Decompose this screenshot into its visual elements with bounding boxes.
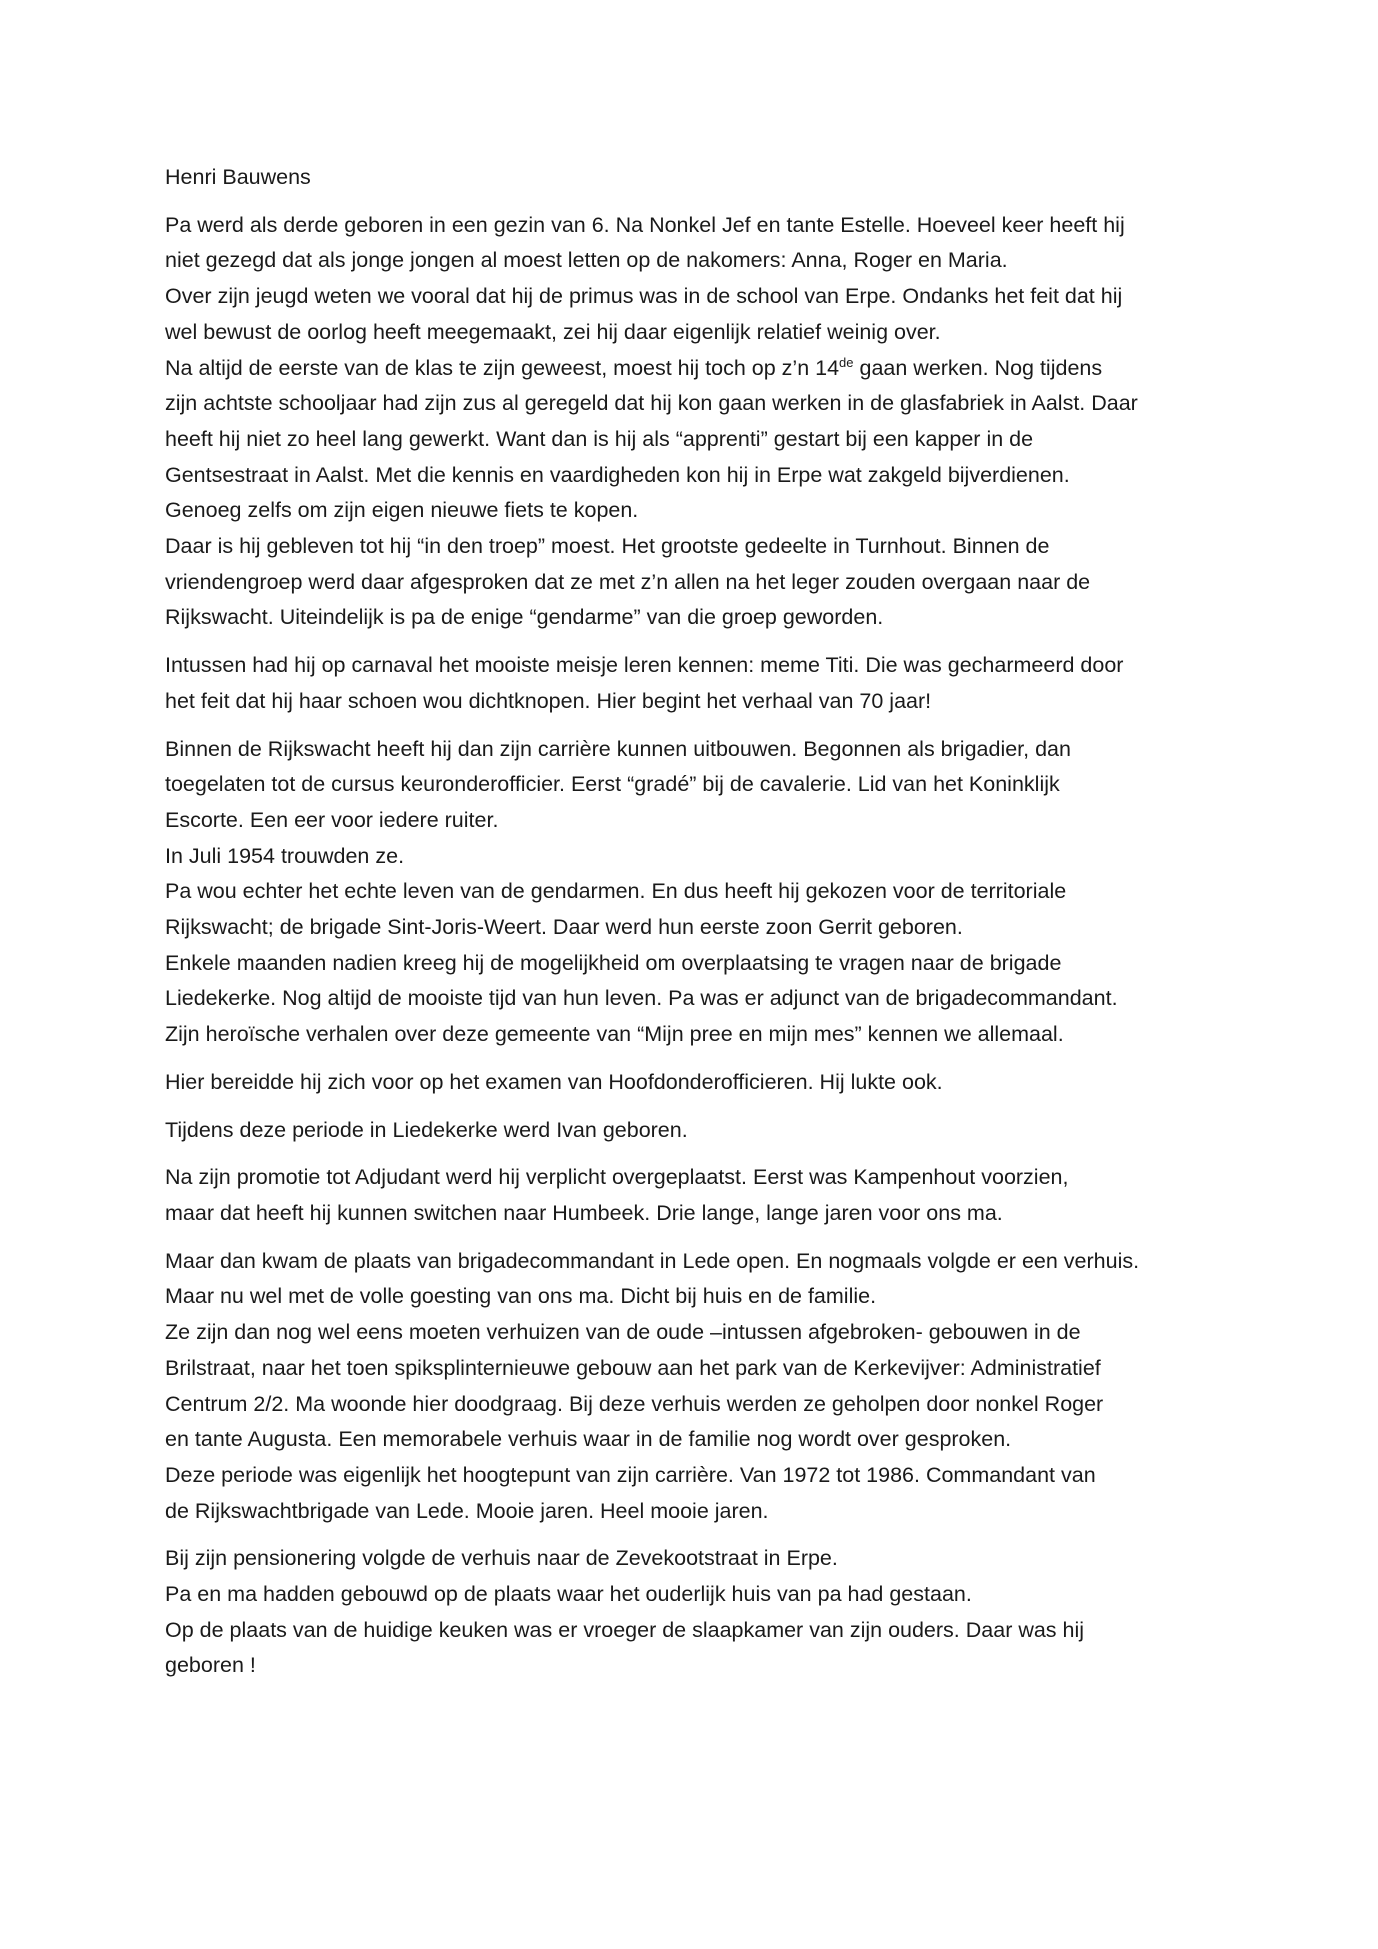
- text-line: Gentsestraat in Aalst. Met die kennis en vaardigheden kon hij in Erpe wat zakgeld bijverdienen.: [165, 462, 1070, 487]
- document-title: Henri Bauwens: [165, 165, 311, 189]
- paragraph-exam: [165, 1065, 1245, 1101]
- text-line: niet gezegd dat als jonge jongen al moest letten op de nakomers: Anna, Roger en Maria.: [165, 248, 1008, 273]
- text-fragment: gaan werken. Nog tijdens: [853, 355, 1103, 380]
- text-line: Ze zijn dan nog wel eens moeten verhuizen van de oude –intussen afgebroken- gebouwen in de: [165, 1320, 1081, 1345]
- text-line: Op de plaats van de huidige keuken was er vroeger de slaapkamer van zijn ouders. Daar was hij: [165, 1617, 1085, 1642]
- text-line: het feit dat hij haar schoen wou dichtknopen. Hier begint het verhaal van 70 jaar!: [165, 688, 932, 713]
- paragraph-ivan: [165, 1113, 1245, 1149]
- paragraph-promotion: [165, 1160, 1245, 1231]
- document-page: [165, 160, 1245, 1696]
- text-line: Genoeg zelfs om zijn eigen nieuwe fiets te kopen.: [165, 498, 639, 523]
- text-line: geboren !: [165, 1653, 256, 1678]
- paragraph-youth: [165, 208, 1245, 636]
- text-line: Pa werd als derde geboren in een gezin van 6. Na Nonkel Jef en tante Estelle. Hoeveel keer heeft hij: [165, 212, 1125, 237]
- text-line: Escorte. Een eer voor iedere ruiter.: [165, 807, 499, 832]
- text-line: Centrum 2/2. Ma woonde hier doodgraag. Bij deze verhuis werden ze geholpen door nonkel Roger: [165, 1391, 1104, 1416]
- paragraph-retirement: [165, 1541, 1245, 1684]
- text-line: Rijkswacht. Uiteindelijk is pa de enige “gendarme” van die groep geworden.: [165, 605, 884, 630]
- text-line: de Rijkswachtbrigade van Lede. Mooie jaren. Heel mooie jaren.: [165, 1498, 769, 1523]
- text-line: Pa wou echter het echte leven van de gendarmen. En dus heeft hij gekozen voor de territoriale: [165, 879, 1067, 904]
- text-line: Bij zijn pensionering volgde de verhuis naar de Zevekootstraat in Erpe.: [165, 1546, 838, 1571]
- text-line: Zijn heroïsche verhalen over deze gemeente van “Mijn pree en mijn mes” kennen we allemaal.: [165, 1022, 1064, 1047]
- text-line: Tijdens deze periode in Liedekerke werd Ivan geboren.: [165, 1117, 688, 1142]
- text-fragment: Na altijd de eerste van de klas te zijn geweest, moest hij toch op z’n 14: [165, 355, 840, 380]
- text-line: Rijkswacht; de brigade Sint-Joris-Weert. Daar werd hun eerste zoon Gerrit geboren.: [165, 915, 963, 940]
- text-line: wel bewust de oorlog heeft meegemaakt, zei hij daar eigenlijk relatief weinig over.: [165, 319, 941, 344]
- text-line: Maar dan kwam de plaats van brigadecommandant in Lede open. En nogmaals volgde er een verhuis.: [165, 1248, 1140, 1273]
- text-line: toegelaten tot de cursus keuronderofficier. Eerst “gradé” bij de cavalerie. Lid van het Koninklijk: [165, 772, 1060, 797]
- text-line: maar dat heeft hij kunnen switchen naar Humbeek. Drie lange, lange jaren voor ons ma.: [165, 1200, 1003, 1225]
- paragraph-meeting: [165, 648, 1245, 719]
- text-line: Maar nu wel met de volle goesting van ons ma. Dicht bij huis en de familie.: [165, 1284, 877, 1309]
- text-line: Binnen de Rijkswacht heeft hij dan zijn carrière kunnen uitbouwen. Begonnen als brigadier, dan: [165, 736, 1071, 761]
- text-line: Over zijn jeugd weten we vooral dat hij de primus was in de school van Erpe. Ondanks het feit dat hij: [165, 284, 1123, 309]
- paragraph-career: [165, 732, 1245, 1053]
- text-line: en tante Augusta. Een memorabele verhuis waar in de familie nog wordt over gesproken.: [165, 1427, 1012, 1452]
- text-line: Pa en ma hadden gebouwd op de plaats waar het ouderlijk huis van pa had gestaan.: [165, 1582, 972, 1607]
- text-line: In Juli 1954 trouwden ze.: [165, 843, 405, 868]
- text-line: Intussen had hij op carnaval het mooiste meisje leren kennen: meme Titi. Die was gecharmeerd door: [165, 653, 1124, 678]
- text-line: Na zijn promotie tot Adjudant werd hij verplicht overgeplaatst. Eerst was Kampenhout voorzien,: [165, 1165, 1069, 1190]
- text-line: [165, 351, 1245, 387]
- text-line: Liedekerke. Nog altijd de mooiste tijd van hun leven. Pa was er adjunct van de brigadecommandant.: [165, 986, 1118, 1011]
- paragraph-lede: [165, 1244, 1245, 1530]
- text-line: Hier bereidde hij zich voor op het examen van Hoofdonderofficieren. Hij lukte ook.: [165, 1069, 943, 1094]
- text-line: Brilstraat, naar het toen spiksplinternieuwe gebouw aan het park van de Kerkevijver: Administratief: [165, 1355, 1101, 1380]
- text-line: Enkele maanden nadien kreeg hij de mogelijkheid om overplaatsing te vragen naar de brigade: [165, 950, 1062, 975]
- text-line: vriendengroep werd daar afgesproken dat ze met z’n allen na het leger zouden overgaan naar de: [165, 569, 1091, 594]
- text-line: zijn achtste schooljaar had zijn zus al geregeld dat hij kon gaan werken in de glasfabriek in Aalst. Daar: [165, 391, 1138, 416]
- text-line: Daar is hij gebleven tot hij “in den troep” moest. Het grootste gedeelte in Turnhout. Binnen de: [165, 534, 1050, 559]
- ordinal-superscript: de: [839, 354, 854, 370]
- text-line: heeft hij niet zo heel lang gewerkt. Want dan is hij als “apprenti” gestart bij een kapper in de: [165, 426, 1034, 451]
- text-line: Deze periode was eigenlijk het hoogtepunt van zijn carrière. Van 1972 tot 1986. Commandant van: [165, 1462, 1096, 1487]
